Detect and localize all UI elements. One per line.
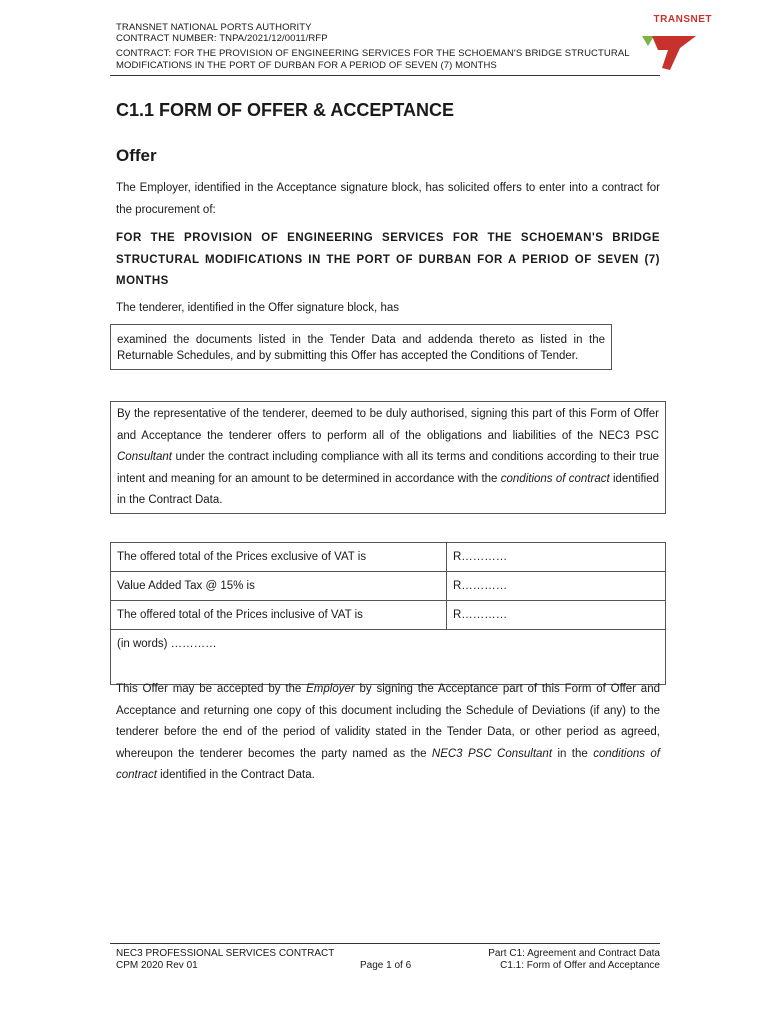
tenderer-line: The tenderer, identified in the Offer signature block, has — [116, 302, 399, 314]
page-title: C1.1 FORM OF OFFER & ACCEPTANCE — [116, 100, 455, 120]
acceptance-part-4: identified in the Contract Data. — [156, 769, 315, 781]
logo-wordmark: TRANSNET — [653, 14, 712, 25]
footer-divider — [110, 943, 660, 944]
footer-right — [488, 948, 660, 972]
representative-part-2: under the contract including compliance with all its terms and conditions according to their true intent and meaning for an amount to be determined in accordance with the — [117, 451, 659, 485]
intro-paragraph: The Employer, identified in the Acceptance signature block, has solicited offers to enter into a contract for the procurement of: — [116, 182, 660, 216]
acceptance-part-3: in the — [552, 747, 594, 760]
table-row — [111, 543, 666, 572]
price-label-excl-vat: The offered total of the Prices exclusive of VAT is — [111, 543, 447, 572]
examined-text: examined the documents listed in the Tender Data and addenda thereto as listed in the Returnable Schedules, and by submitting this Offer has accepted the Conditions of Tender. — [117, 334, 605, 362]
acceptance-part-2: by signing the Acceptance part of this Form of Offer and Acceptance and returning one copy of this document including the Schedule of Deviations (if any) to the tenderer before the end of the period of validity stated in the Tender Data, or other period as agreed, whereupon the tenderer becomes the party named as the — [116, 683, 660, 760]
page-number: Page 1 of 6 — [360, 960, 412, 971]
footer-revision: CPM 2020 Rev 01 — [116, 960, 198, 971]
acceptance-paragraph — [116, 679, 660, 787]
header-contract-number: CONTRACT NUMBER: TNPA/2021/12/0011/RFP — [116, 33, 328, 44]
footer-contract-type: NEC3 PROFESSIONAL SERVICES CONTRACT — [116, 948, 335, 959]
price-label-vat: Value Added Tax @ 15% is — [111, 572, 447, 601]
table-row — [111, 630, 666, 685]
header-org: TRANSNET NATIONAL PORTS AUTHORITY — [116, 22, 312, 33]
acceptance-part-1: This Offer may be accepted by the — [116, 683, 307, 695]
price-label-incl-vat: The offered total of the Prices inclusive of VAT is — [111, 601, 447, 630]
procurement-description: FOR THE PROVISION OF ENGINEERING SERVICES FOR THE SCHOEMAN'S BRIDGE STRUCTURAL MODIFICATIONS IN THE PORT OF DURBAN FOR A PERIOD OF SEVEN (7) MONTHS — [116, 232, 660, 287]
transnet-logo — [640, 10, 718, 72]
prices-table — [110, 542, 666, 685]
footer-left — [116, 948, 334, 972]
representative-box — [110, 401, 666, 514]
price-amount-vat[interactable]: R………… — [447, 572, 666, 601]
representative-part-1: By the representative of the tenderer, deemed to be duly authorised, signing this part of this Form of Offer and Acceptance the tenderer offers to perform all of the obligations and liabilities of the NEC3 PSC — [117, 408, 659, 442]
table-row — [111, 601, 666, 630]
acceptance-emphasis-consultant: NEC3 PSC Consultant — [431, 747, 553, 760]
representative-emphasis-consultant: Consultant — [117, 451, 172, 463]
representative-emphasis-conditions: conditions of contract — [500, 472, 610, 485]
acceptance-emphasis-conditions: conditions of contract — [116, 747, 660, 781]
price-amount-incl-vat[interactable]: R………… — [447, 601, 666, 630]
price-in-words[interactable]: (in words) ………… — [111, 630, 666, 685]
examined-box — [110, 324, 612, 370]
header-divider — [110, 75, 660, 76]
table-row — [111, 572, 666, 601]
acceptance-emphasis-employer: Employer — [306, 683, 355, 695]
header-contract-line-2: MODIFICATIONS IN THE PORT OF DURBAN FOR A PERIOD OF SEVEN (7) MONTHS — [116, 60, 497, 71]
footer-section: C1.1: Form of Offer and Acceptance — [500, 960, 660, 971]
representative-part-3: identified in the Contract Data. — [117, 472, 660, 506]
section-title-offer: Offer — [116, 146, 157, 165]
transnet-emblem-icon — [640, 32, 700, 72]
price-amount-excl-vat[interactable]: R………… — [447, 543, 666, 572]
representative-text — [117, 404, 659, 512]
footer-part: Part C1: Agreement and Contract Data — [488, 948, 660, 959]
header-contract-line-1: CONTRACT: FOR THE PROVISION OF ENGINEERING SERVICES FOR THE SCHOEMAN'S BRIDGE STRUCTURAL — [116, 48, 630, 59]
